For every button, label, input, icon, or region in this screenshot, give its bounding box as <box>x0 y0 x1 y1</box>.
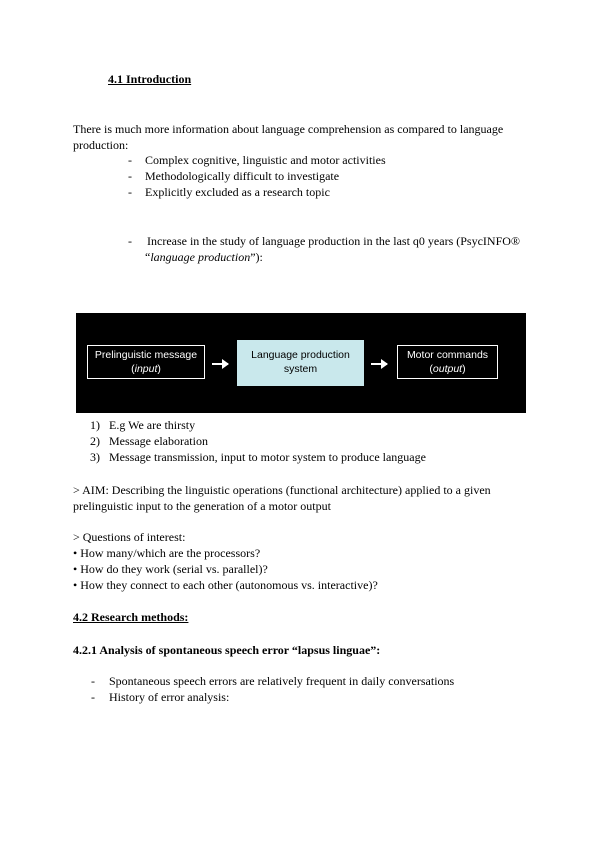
output-label: Motor commands <box>406 349 489 361</box>
middle-label-line2: system <box>283 363 318 375</box>
arrow-right-icon <box>212 363 228 365</box>
middle-label-line1: Language production <box>251 349 350 361</box>
increase-quote: “language production”): <box>145 250 263 264</box>
question-item: • How many/which are the processors? <box>73 546 261 560</box>
bullet-item: History of error analysis: <box>109 690 230 704</box>
bullet-dash: - <box>128 234 132 248</box>
section-heading-4-1: 4.1 Introduction <box>108 72 192 86</box>
output-box: Motor commands (output) <box>397 345 498 379</box>
middle-box <box>237 340 364 386</box>
step-number: 2) <box>90 434 100 448</box>
aim-line: > AIM: Describing the linguistic operations (functional architecture) applied to a given <box>73 483 491 497</box>
bullet-item: Spontaneous speech errors are relatively frequent in daily conversations <box>109 674 455 688</box>
question-item: • How they connect to each other (autonomous vs. interactive)? <box>73 578 378 592</box>
bullet-dash: - <box>91 690 95 704</box>
questions-title: > Questions of interest: <box>73 530 186 544</box>
input-label: Prelinguistic message <box>94 349 198 361</box>
output-sub: output <box>432 363 463 375</box>
intro-line: There is much more information about language comprehension as compared to language <box>73 122 504 136</box>
arrow-right-icon <box>371 363 387 365</box>
bullet-item: Complex cognitive, linguistic and motor activities <box>145 153 386 167</box>
subsection-heading-4-2-1: 4.2.1 Analysis of spontaneous speech error “lapsus linguae”: <box>73 643 381 657</box>
language-production-term: language production <box>150 250 251 264</box>
bullet-item: Methodologically difficult to investigate <box>145 169 340 183</box>
bullet-item: Explicitly excluded as a research topic <box>145 185 330 199</box>
aim-line: prelinguistic input to the generation of a motor output <box>73 499 331 513</box>
input-box: Prelinguistic message (input) <box>87 345 205 379</box>
input-sub: input <box>134 363 158 375</box>
step-number: 3) <box>90 450 100 464</box>
section-heading-4-2: 4.2 Research methods: <box>73 610 189 624</box>
bullet-dash: - <box>128 169 132 183</box>
intro-line: production: <box>73 138 129 152</box>
bullet-dash: - <box>128 185 132 199</box>
language-production-diagram <box>73 313 529 413</box>
step-text: E.g We are thirsty <box>109 418 196 432</box>
bullet-dash: - <box>91 674 95 688</box>
step-text: Message elaboration <box>109 434 208 448</box>
step-text: Message transmission, input to motor system to produce language <box>109 450 426 464</box>
increase-line: Increase in the study of language production in the last q0 years (PsycINFO® <box>147 234 521 248</box>
step-number: 1) <box>90 418 100 432</box>
bullet-dash: - <box>128 153 132 167</box>
question-item: • How do they work (serial vs. parallel)? <box>73 562 268 576</box>
